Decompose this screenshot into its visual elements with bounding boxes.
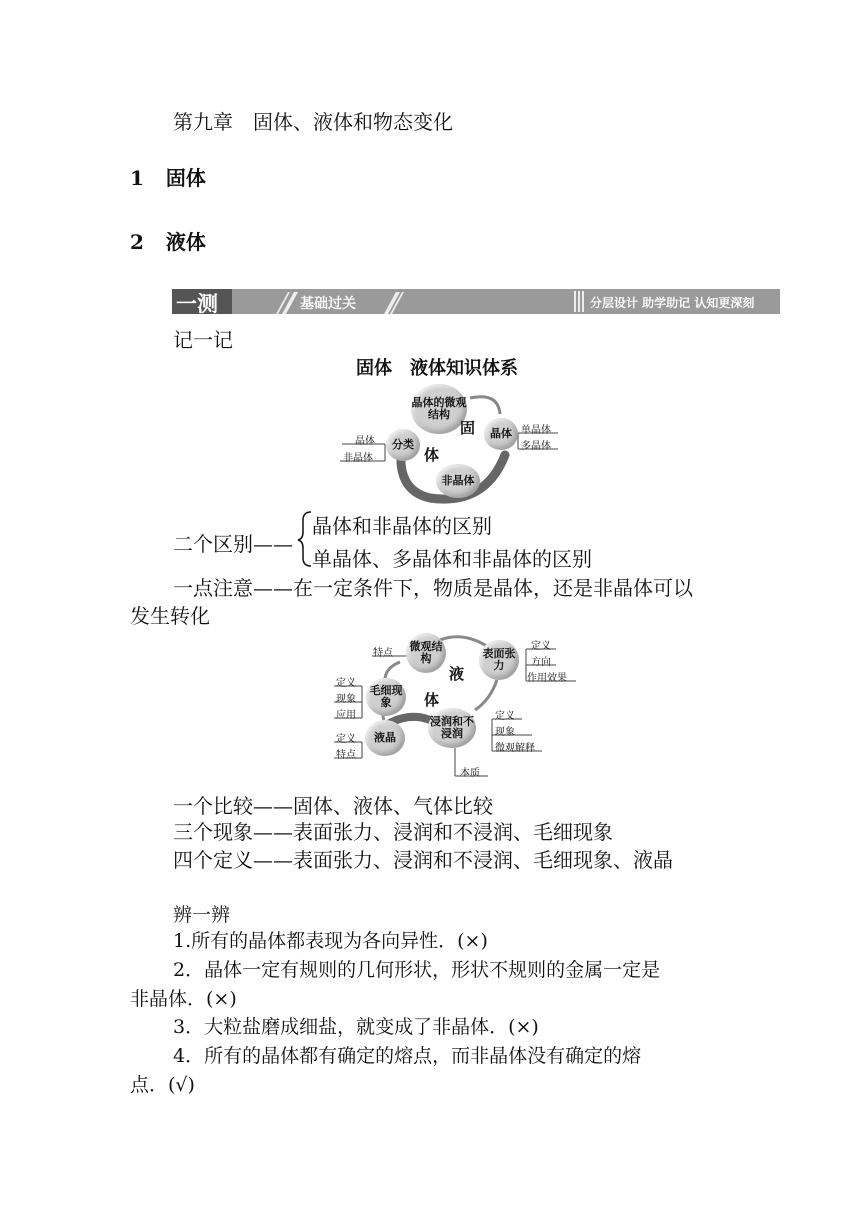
section-number: 2 bbox=[130, 230, 144, 254]
banner-slogan: 分层设计 助学助记 认知更深刻 bbox=[590, 296, 755, 310]
judgment-item-cont: 非晶体．(×) bbox=[130, 988, 237, 1010]
banner-label-main: 一测 bbox=[176, 292, 218, 316]
branch-label: 多晶体 bbox=[521, 441, 551, 452]
judgment-item-cont: 点．(√) bbox=[130, 1074, 195, 1096]
branch-label: 定义 bbox=[495, 711, 515, 722]
concept-bubble-liquid-crystal: 液晶 bbox=[365, 720, 405, 756]
note-line: 一点注意——在一定条件下，物质是晶体，还是非晶体可以 bbox=[173, 576, 693, 600]
center-char-solid: 固 bbox=[460, 419, 476, 437]
diagram-title: 固体 液体知识体系 bbox=[356, 358, 518, 379]
branch-label: 本质 bbox=[460, 768, 480, 779]
branch-label: 定义 bbox=[531, 641, 551, 652]
branch-label: 现象 bbox=[336, 694, 356, 705]
concept-bubble-classification: 分类 bbox=[386, 429, 420, 461]
branch-label: 晶体 bbox=[355, 436, 375, 447]
chapter-title: 第九章 固体、液体和物态变化 bbox=[173, 110, 453, 134]
note-line: 发生转化 bbox=[130, 604, 210, 628]
center-char-liquid: 液 bbox=[449, 665, 465, 683]
summary-line: 四个定义——表面张力、浸润和不浸润、毛细现象、液晶 bbox=[173, 848, 673, 872]
summary-line: 一个比较——固体、液体、气体比较 bbox=[173, 794, 493, 818]
branch-label: 特点 bbox=[373, 648, 393, 659]
judgment-item: 2．晶体一定有规则的几何形状，形状不规则的金属一定是 bbox=[173, 959, 661, 981]
concept-bubble-crystal: 晶体 bbox=[484, 418, 518, 450]
center-char-body: 体 bbox=[424, 691, 440, 709]
branch-label: 定义 bbox=[336, 734, 356, 745]
difference-item: 晶体和非晶体的区别 bbox=[312, 514, 492, 538]
summary-line: 三个现象——表面张力、浸润和不浸润、毛细现象 bbox=[173, 820, 613, 844]
branch-label: 定义 bbox=[336, 678, 356, 689]
discern-heading: 辨一辨 bbox=[173, 904, 231, 926]
remember-heading: 记一记 bbox=[173, 328, 233, 352]
judgment-item: 4．所有的晶体都有确定的熔点，而非晶体没有确定的熔 bbox=[173, 1045, 642, 1067]
two-differences-label: 二个区别—— bbox=[173, 532, 293, 556]
branch-label: 单晶体 bbox=[521, 425, 551, 436]
concept-bubble-wetting: 浸润和不浸润 bbox=[428, 708, 476, 748]
branch-label: 微观解释 bbox=[495, 743, 535, 754]
center-char-body: 体 bbox=[424, 446, 440, 464]
section-title: 液体 bbox=[165, 230, 206, 254]
section-number: 1 bbox=[130, 166, 144, 190]
concept-bubble-crystal-microstructure: 晶体的微观结构 bbox=[411, 384, 467, 434]
branch-label: 现象 bbox=[495, 727, 515, 738]
concept-bubble-capillary: 毛细现象 bbox=[366, 678, 406, 716]
judgment-item: 3．大粒盐磨成细盐，就变成了非晶体．(×) bbox=[173, 1016, 539, 1038]
branch-label: 特点 bbox=[336, 750, 356, 761]
branch-label: 方向 bbox=[531, 657, 551, 668]
banner-label-sub: 基础过关 bbox=[300, 296, 356, 312]
branch-label: 应用 bbox=[336, 710, 356, 721]
concept-bubble-surface-tension: 表面张力 bbox=[479, 640, 519, 680]
judgment-item: 1.所有的晶体都表现为各向异性．(×) bbox=[173, 930, 488, 952]
concept-bubble-amorphous: 非晶体 bbox=[436, 464, 480, 498]
concept-bubble-microstructure: 微观结构 bbox=[406, 633, 446, 673]
section-title: 固体 bbox=[165, 166, 206, 190]
branch-label: 作用效果 bbox=[527, 673, 567, 684]
branch-label: 非晶体 bbox=[343, 453, 373, 464]
difference-item: 单晶体、多晶体和非晶体的区别 bbox=[312, 547, 592, 571]
